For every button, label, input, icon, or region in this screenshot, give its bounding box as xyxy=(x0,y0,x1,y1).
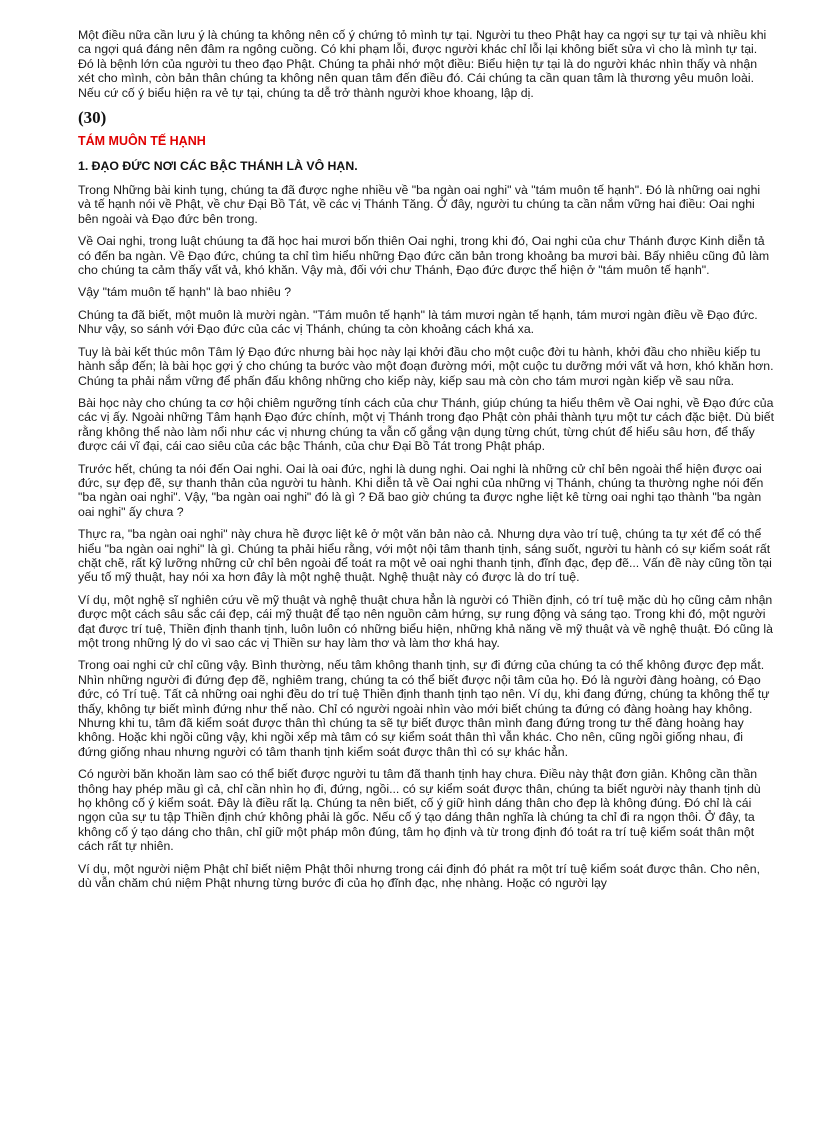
body-paragraph: Ví dụ, một nghệ sĩ nghiên cứu về mỹ thuật và nghệ thuật chưa hẳn là người có Thiền định, có trí tuệ mặc dù họ cũng cảm nhận được một cách sâu sắc cái đẹp, cái mỹ thuật để tạo nên nguồn cảm hứng, sự rung động và sáng tạo. Trong khi đó, một người đạt được trí tuệ, Thiền định thanh tịnh, luôn luôn có những biểu hiện, những khả năng về mỹ thuật và về nghệ thuật. Đó cũng là một trong những lý do vì sao các vị Thiền sư hay làm thơ và làm thơ khá hay. xyxy=(78,592,773,650)
body-paragraph: Trước hết, chúng ta nói đến Oai nghi. Oai là oai đức, nghi là dung nghi. Oai nghi là những cử chỉ bên ngoài thể hiện được oai đức, sự đẹp đẽ, sự thanh thản của người tu hành. Khi diễn tả về Oai nghi của những vị Thánh, chúng ta thường nghe nói đến "ba ngàn oai nghi". Vậy, "ba ngàn oai nghi" đó là gì ? Đã bao giờ chúng ta được nghe liệt kê từng oai nghi tạo thành "ba ngàn oai nghi" ấy chưa ? xyxy=(78,461,764,519)
body-paragraph: Bài học này cho chúng ta cơ hội chiêm ngưỡng tính cách của chư Thánh, giúp chúng ta hiểu thêm về Oai nghi, về Đạo đức của các vị ấy. Ngoài những Tâm hạnh Đạo đức chính, một vị Thánh trong đạo Phật còn phải thành tựu một tư cách đặc biệt. Dù biết rằng không thể nào làm nổi như các vị nhưng chúng ta vẫn cố gắng vận dụng từng chút, từng chút để hiểu sâu hơn, để thấy được cái vĩ đại, cái cao siêu của các bậc Thánh, của chư Đại Bồ Tát trong Phật pháp. xyxy=(78,395,774,454)
body-paragraph: Có người băn khoăn làm sao có thể biết được người tu tâm đã thanh tịnh hay chưa. Điều này thật đơn giản. Không cần thần thông hay phép mầu gì cả, chỉ cần nhìn họ đi, đứng, ngồi... có sự kiểm soát được thân, chúng ta biết người này thanh tịnh dù họ không cố ý kiểm soát. Đây là điều rất lạ. Chúng ta nên biết, cố ý giữ hình dáng thân cho đẹp là không đúng. Đó chỉ là cái ngọn của sự tu tập Thiền định chứ không phải là gốc. Nếu cố ý tạo dáng thân nghĩa là chúng ta chỉ đi ra ngọn thôi. Ở đây, ta không cố ý tạo dáng cho thân, chỉ giữ một pháp môn đúng, tâm họ định và từ trong định đó toát ra trí tuệ kiểm soát thân một cách rất tự nhiên. xyxy=(78,767,761,854)
intro-paragraph: Một điều nữa cần lưu ý là chúng ta không nên cố ý chứng tỏ mình tự tại. Người tu theo Phật hay ca ngợi sự tự tại và nhiều khi ca ngợi quá đáng nên đâm ra ngông cuồng. Có khi phạm lỗi, được người khác chỉ lỗi lại không biết sửa vì cho là mình tự tại. Đó là bệnh lớn của người tu theo đạo Phật. Chúng ta phải nhớ một điều: Biểu hiện tự tại là do người khác nhìn thấy và nhận xét cho mình, còn bản thân chúng ta không nên quan tâm đến điều đó. Cái chúng ta cần quan tâm là thương yêu muôn loài. Nếu cứ cố ý biểu hiện ra vẻ tự tại, chúng ta dễ trở thành người khoe khoang, lập dị. xyxy=(78,28,767,100)
body-paragraph: Về Oai nghi, trong luật chúung ta đã học hai mươi bốn thiên Oai nghi, trong khi đó, Oai nghi của chư Thánh được Kinh diễn tả có đến ba ngàn. Về Đạo đức, chúng ta chỉ tìm hiểu những Đạo đức căn bản trong khoảng ba mươi bài. Bấy nhiêu cũng đủ làm cho chúng ta cảm thấy vất vả, khó khăn. Vậy mà, đối với chư Thánh, Đạo đức được thể hiện ở "tám muôn tế hạnh". xyxy=(78,234,770,278)
body-paragraph: Trong oai nghi cử chỉ cũng vậy. Bình thường, nếu tâm không thanh tịnh, sự đi đứng của chúng ta có thể không được đẹp mắt. Nhìn những người đi đứng đẹp đẽ, nghiêm trang, chúng ta có thể biết được nội tâm của họ. Đó là người đàng hoàng, có Đạo đức, có Trí tuệ. Tất cả những oai nghi đều do trí tuệ Thiền định thanh tịnh tạo nên. Ví dụ, khi đang đứng, chúng ta không thể tự thấy, không tự biết mình đứng như thế nào. Chỉ có người ngoài nhìn vào mới biết chúng ta đứng có đàng hoàng hay không. Nhưng khi tu, tâm đã kiểm soát được thân thì chúng ta sẽ tự biết được thân mình đang đứng trong tư thế đàng hoàng hay không. Hoặc khi ngồi cũng vậy, khi ngồi xếp mà tâm có sự kiểm soát thân thì vẫn khác. Cho nên, cũng ngồi giống nhau, đi đứng giống nhau nhưng người có tâm thanh tịnh kiểm soát được thân thì có sự khác hẳn. xyxy=(78,658,770,759)
body-paragraph: Ví dụ, một người niệm Phật chỉ biết niệm Phật thôi nhưng trong cái định đó phát ra một trí tuệ kiểm soát được thân. Cho nên, dù vẫn chăm chú niệm Phật nhưng từng bước đi của họ đĩnh đạc, nhẹ nhàng. Hoặc có người lạy xyxy=(78,861,760,891)
body-paragraph: Trong Những bài kinh tụng, chúng ta đã được nghe nhiều về "ba ngàn oai nghi" và "tám muôn tế hạnh". Đó là những oai nghi và tế hạnh nói về Phật, về chư Đại Bồ Tát, về các vị Thánh Tăng. Ở đây, người tu chúng ta cần nắm vững hai điều: Oai nghi bên ngoài và Đạo đức bên trong. xyxy=(78,183,761,226)
section-number: (30) xyxy=(78,108,107,128)
body-paragraph: Thực ra, "ba ngàn oai nghi" này chưa hề được liệt kê ở một văn bản nào cả. Nhưng dựa vào trí tuệ, chúng ta tự xét để có thể hiểu "ba ngàn oai nghi" là gì. Chúng ta phải hiểu rằng, với một nội tâm thanh tịnh, sáng suốt, người tu hành có sự kiểm soát rất chặt chẽ, rất kỹ lưỡng những cử chỉ bên ngoài để toát ra một vẻ oai nghi thanh tịnh, đĩnh đạc, đẹp đẽ... Vấn đề này cũng tồn tại yếu tố mỹ thuật, hay nói xa hơn đây là một nghệ thuật. Nghệ thuật này có được là do trí tuệ. xyxy=(78,527,772,585)
body-paragraph: Chúng ta đã biết, một muôn là mười ngàn. "Tám muôn tế hạnh" là tám mươi ngàn tế hạnh, tám mươi ngàn điều về Đạo đức. Như vậy, so sánh với Đạo đức của các vị Thánh, chúng ta còn khoảng cách khá xa. xyxy=(78,307,758,337)
body-paragraph: Vậy "tám muôn tế hạnh" là bao nhiêu ? xyxy=(78,285,292,300)
document-page xyxy=(78,28,774,899)
body-paragraph: Tuy là bài kết thúc môn Tâm lý Đạo đức nhưng bài học này lại khởi đầu cho một cuộc đời tu hành, khởi đầu cho nhiều kiếp tu hành sắp đến; là bài học gợi ý cho chúng ta bước vào một đoạn đường mới, một cuộc tu dưỡng mới vất vả hơn, khó khăn hơn. Chúng ta phải nắm vững để phấn đấu không những cho kiếp này, kiếp sau mà còn cho tám mươi ngàn kiếp về sau nữa. xyxy=(78,344,774,388)
chapter-title: TÁM MUÔN TẾ HẠNH xyxy=(78,134,206,149)
sub-heading: 1. ĐẠO ĐỨC NƠI CÁC BẬC THÁNH LÀ VÔ HẠN. xyxy=(78,159,358,174)
